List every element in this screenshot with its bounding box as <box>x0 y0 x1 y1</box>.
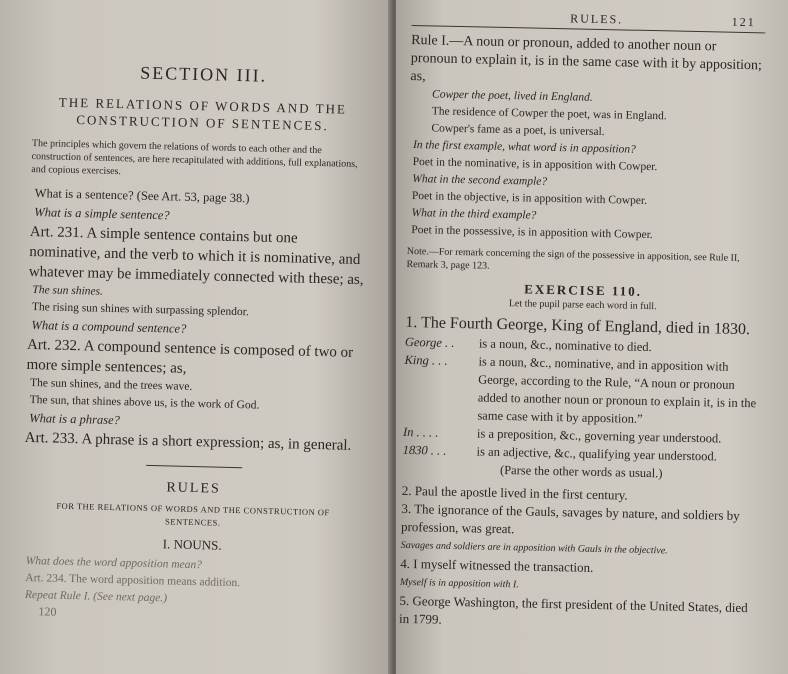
parse-word: 1830 . . . <box>402 442 447 458</box>
parse-description: is a preposition, &c., governing year understood. <box>476 426 722 446</box>
note: Note.—For remark concerning the sign of the possessive in apposition, see Rule II, Remark 3, page 123. <box>406 245 740 272</box>
left-page-content <box>20 60 374 627</box>
rule-example-3: Cowper's fame as a poet, is universal. <box>431 122 605 139</box>
example-1: The sun shines. <box>32 284 104 298</box>
section-title: SECTION III. <box>139 62 268 86</box>
example-3: The sun shines, and the trees wave. <box>29 377 193 393</box>
subtitle-line-2: CONSTRUCTION OF SENTENCES. <box>76 112 329 134</box>
running-head-title: RULES. <box>570 11 624 27</box>
parse-row <box>403 351 758 430</box>
art-232: Art. 232. A compound sentence is composed of two or more simple sentences; as, <box>26 336 354 377</box>
answer-2: Poet in the objective, is in apposition with Cowper. <box>411 190 648 207</box>
exercise-item-3: 3. The ignorance of the Gauls, savages by nature, and soldiers by profession, was great. <box>400 500 740 537</box>
intro-paragraph: The principles which govern the relations of words to each other and the construction of sentences, are here recapitulated with additions, full explanations, and copious exercises. <box>31 137 358 178</box>
rule-example-2: The residence of Cowper the poet, was in England. <box>431 105 667 123</box>
question-sentence: What is a sentence? (See Art. 53, page 38.) <box>34 186 250 206</box>
question-apposition: What does the word apposition mean? <box>25 554 203 572</box>
answer-1: Poet in the nominative, is in apposition with Cowper. <box>412 156 658 174</box>
left-page-number: 120 <box>38 604 57 619</box>
exercise-item-4: 4. I myself witnessed the transaction. <box>400 555 594 575</box>
rules-subtitle-line-1: FOR THE RELATIONS OF WORDS AND THE CONSTRUCTION OF <box>56 500 330 518</box>
section-subtitle <box>32 93 373 135</box>
exercise-title: EXERCISE 110. <box>524 281 643 299</box>
right-page-number: 121 <box>731 14 756 30</box>
exercise-item-2: 2. Paul the apostle lived in the first century. <box>401 482 628 503</box>
exercise-item-1: 1. The Fourth George, King of England, died in 1830. <box>405 313 751 339</box>
parse-description: is an adjective, &c., qualifying year understood. <box>476 444 717 464</box>
question-phrase: What is a phrase? <box>29 410 121 428</box>
art-233: Art. 233. A phrase is a short expression; as, in general. <box>24 429 352 454</box>
parse-word: George . . <box>404 334 455 350</box>
exercise-item-5: 5. George Washington, the first president of the United States, died in 1799. <box>398 592 748 627</box>
example-2: The rising sun shines with surpassing splendor. <box>31 301 249 319</box>
exercise-note-4: Myself is in apposition with I. <box>399 576 519 591</box>
rules-subtitle <box>23 499 364 533</box>
subtitle-line-1: THE RELATIONS OF WORDS AND THE <box>58 94 348 117</box>
nouns-heading: I. NOUNS. <box>162 536 222 553</box>
rules-subtitle-line-2: SENTENCES. <box>164 516 221 528</box>
parse-rest: (Parse the other words as usual.) <box>499 462 663 481</box>
question-1: In the first example, what word is in apposition? <box>412 139 636 156</box>
question-2: What in the second example? <box>412 173 548 188</box>
repeat-rule: Repeat Rule I. (See next page.) <box>24 588 168 605</box>
art-234: Art. 234. The word apposition means addition. <box>25 571 241 590</box>
question-simple: What is a simple sentence? <box>34 205 170 223</box>
right-page <box>396 0 788 674</box>
rules-title: RULES <box>166 480 221 497</box>
left-page <box>0 0 392 674</box>
answer-3: Poet in the possessive, is in apposition with Cowper. <box>411 224 653 242</box>
art-231: Art. 231. A simple sentence contains but one nominative, and the verb to which it is nominative, and whatever may be immediately connected with these; as, <box>28 223 364 289</box>
question-compound: What is a compound sentence? <box>31 318 187 336</box>
right-page-content <box>399 4 766 635</box>
rule-example-1: Cowper the poet, lived in England. <box>431 88 593 104</box>
running-head <box>412 4 766 33</box>
parse-description: is a noun, &c., nominative, and in apposition with George, according to the Rule, “A noun or pronoun added to another noun or pronoun to explain it, is in the same case with it by apposition.” <box>477 354 757 426</box>
parse-word: King . . . <box>404 352 448 368</box>
exercise-instructions: Let the pupil parse each word in full. <box>508 298 657 313</box>
example-4: The sun, that shines above us, is the work of God. <box>29 393 260 412</box>
divider <box>146 465 242 468</box>
exercise-note-3: Savages and soldiers are in apposition with Gauls in the objective. <box>400 539 668 557</box>
question-3: What in the third example? <box>411 207 537 222</box>
parse-list <box>402 333 759 466</box>
parse-word: In . . . . <box>402 424 439 440</box>
rule-1: Rule I.—A noun or pronoun, added to another noun or pronoun to explain it, is in the same case with it by apposition; as, <box>410 32 763 85</box>
parse-description: is a noun, &c., nominative to died. <box>478 336 652 355</box>
